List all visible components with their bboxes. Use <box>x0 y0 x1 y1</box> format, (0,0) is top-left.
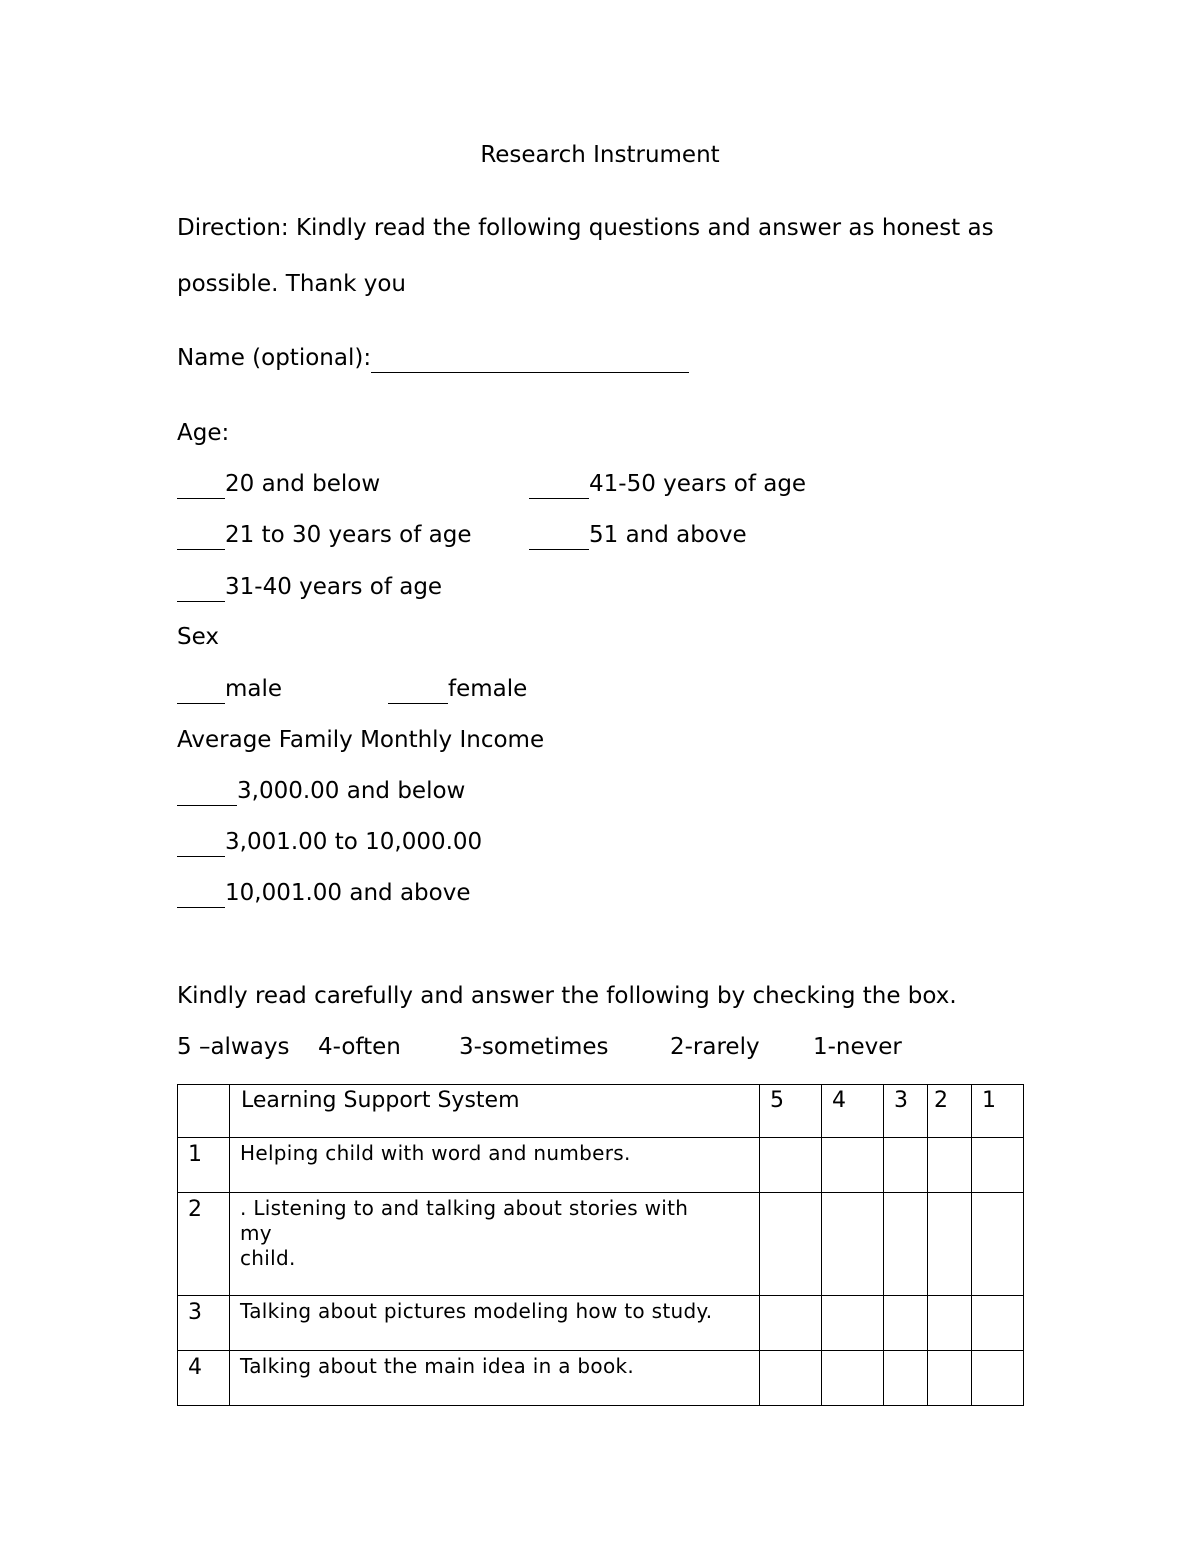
scale-legend-4: 4-often <box>318 1034 401 1060</box>
age-option-label: 41-50 years of age <box>589 471 807 497</box>
income-label: Average Family Monthly Income <box>177 727 545 753</box>
age-option-21-30 <box>177 520 472 550</box>
income-option-blank[interactable] <box>177 783 237 806</box>
table-header-scale-3: 3 <box>884 1085 928 1138</box>
age-option-20-below <box>177 469 380 499</box>
rating-box-1[interactable] <box>972 1351 1024 1406</box>
row-item-text: Helping child with word and numbers. <box>230 1138 760 1193</box>
income-option-below-3000 <box>177 776 465 806</box>
document-title: Research Instrument <box>480 142 720 168</box>
sex-option-label: male <box>225 676 283 702</box>
rating-box-2[interactable] <box>928 1296 972 1351</box>
age-option-31-40 <box>177 572 442 602</box>
table-row <box>178 1193 1024 1296</box>
rating-box-1[interactable] <box>972 1296 1024 1351</box>
age-option-51-above <box>529 520 747 550</box>
rating-box-3[interactable] <box>884 1138 928 1193</box>
row-number: 4 <box>178 1351 230 1406</box>
income-option-blank[interactable] <box>177 885 225 908</box>
row-item-text-line: my <box>240 1221 272 1245</box>
income-option-label: 3,000.00 and below <box>237 778 466 804</box>
row-item-text: Talking about the main idea in a book. <box>230 1351 760 1406</box>
row-number: 3 <box>178 1296 230 1351</box>
table-row <box>178 1351 1024 1406</box>
rating-box-2[interactable] <box>928 1138 972 1193</box>
scale-legend-1: 1-never <box>813 1034 902 1060</box>
age-option-label: 20 and below <box>225 471 381 497</box>
table-header-scale-4: 4 <box>822 1085 884 1138</box>
direction-text-line-2: possible. Thank you <box>177 271 406 297</box>
rating-box-5[interactable] <box>760 1296 822 1351</box>
income-option-label: 10,001.00 and above <box>225 880 471 906</box>
age-option-blank[interactable] <box>529 527 589 550</box>
table-header-scale-5: 5 <box>760 1085 822 1138</box>
age-option-blank[interactable] <box>177 476 225 499</box>
name-input-blank[interactable] <box>371 348 689 373</box>
sex-option-male <box>177 674 282 704</box>
table-header-number-cell <box>178 1085 230 1138</box>
table-row <box>178 1296 1024 1351</box>
table-header-scale-1: 1 <box>972 1085 1024 1138</box>
rating-box-4[interactable] <box>822 1296 884 1351</box>
row-item-text-line: . Listening to and talking about stories with <box>240 1196 689 1220</box>
income-option-3001-10000 <box>177 827 482 857</box>
sex-label: Sex <box>177 624 219 650</box>
sex-option-label: female <box>448 676 528 702</box>
scale-legend-3: 3-sometimes <box>459 1034 609 1060</box>
age-option-blank[interactable] <box>529 476 589 499</box>
age-option-label: 21 to 30 years of age <box>225 522 472 548</box>
rating-box-2[interactable] <box>928 1193 972 1296</box>
learning-support-table <box>177 1084 1024 1406</box>
name-label: Name (optional): <box>177 345 372 371</box>
row-number: 1 <box>178 1138 230 1193</box>
rating-box-5[interactable] <box>760 1138 822 1193</box>
rating-box-5[interactable] <box>760 1351 822 1406</box>
rating-box-3[interactable] <box>884 1193 928 1296</box>
rating-box-4[interactable] <box>822 1138 884 1193</box>
rating-box-3[interactable] <box>884 1351 928 1406</box>
instructions-text: Kindly read carefully and answer the following by checking the box. <box>177 983 957 1009</box>
age-option-blank[interactable] <box>177 579 225 602</box>
row-item-text <box>230 1193 760 1296</box>
table-row <box>178 1138 1024 1193</box>
age-option-41-50 <box>529 469 806 499</box>
row-number: 2 <box>178 1193 230 1296</box>
name-field-row <box>177 343 689 373</box>
income-option-blank[interactable] <box>177 834 225 857</box>
sex-option-female <box>388 674 527 704</box>
age-option-label: 51 and above <box>589 522 747 548</box>
direction-text-line-1: Direction: Kindly read the following questions and answer as honest as <box>177 215 994 241</box>
rating-box-2[interactable] <box>928 1351 972 1406</box>
rating-box-4[interactable] <box>822 1193 884 1296</box>
age-option-blank[interactable] <box>177 527 225 550</box>
table-header-label: Learning Support System <box>230 1085 760 1138</box>
rating-box-5[interactable] <box>760 1193 822 1296</box>
row-item-text: Talking about pictures modeling how to study. <box>230 1296 760 1351</box>
age-label: Age: <box>177 420 230 446</box>
sex-option-blank[interactable] <box>177 681 225 704</box>
rating-box-3[interactable] <box>884 1296 928 1351</box>
rating-box-1[interactable] <box>972 1138 1024 1193</box>
scale-legend-2: 2-rarely <box>670 1034 760 1060</box>
sex-option-blank[interactable] <box>388 681 448 704</box>
row-item-text-line: child. <box>240 1246 296 1270</box>
income-option-label: 3,001.00 to 10,000.00 <box>225 829 483 855</box>
age-option-label: 31-40 years of age <box>225 574 443 600</box>
table-header-row <box>178 1085 1024 1138</box>
rating-box-4[interactable] <box>822 1351 884 1406</box>
scale-legend-5: 5 –always <box>177 1034 290 1060</box>
income-option-above-10001 <box>177 878 470 908</box>
table-header-scale-2: 2 <box>928 1085 972 1138</box>
rating-box-1[interactable] <box>972 1193 1024 1296</box>
